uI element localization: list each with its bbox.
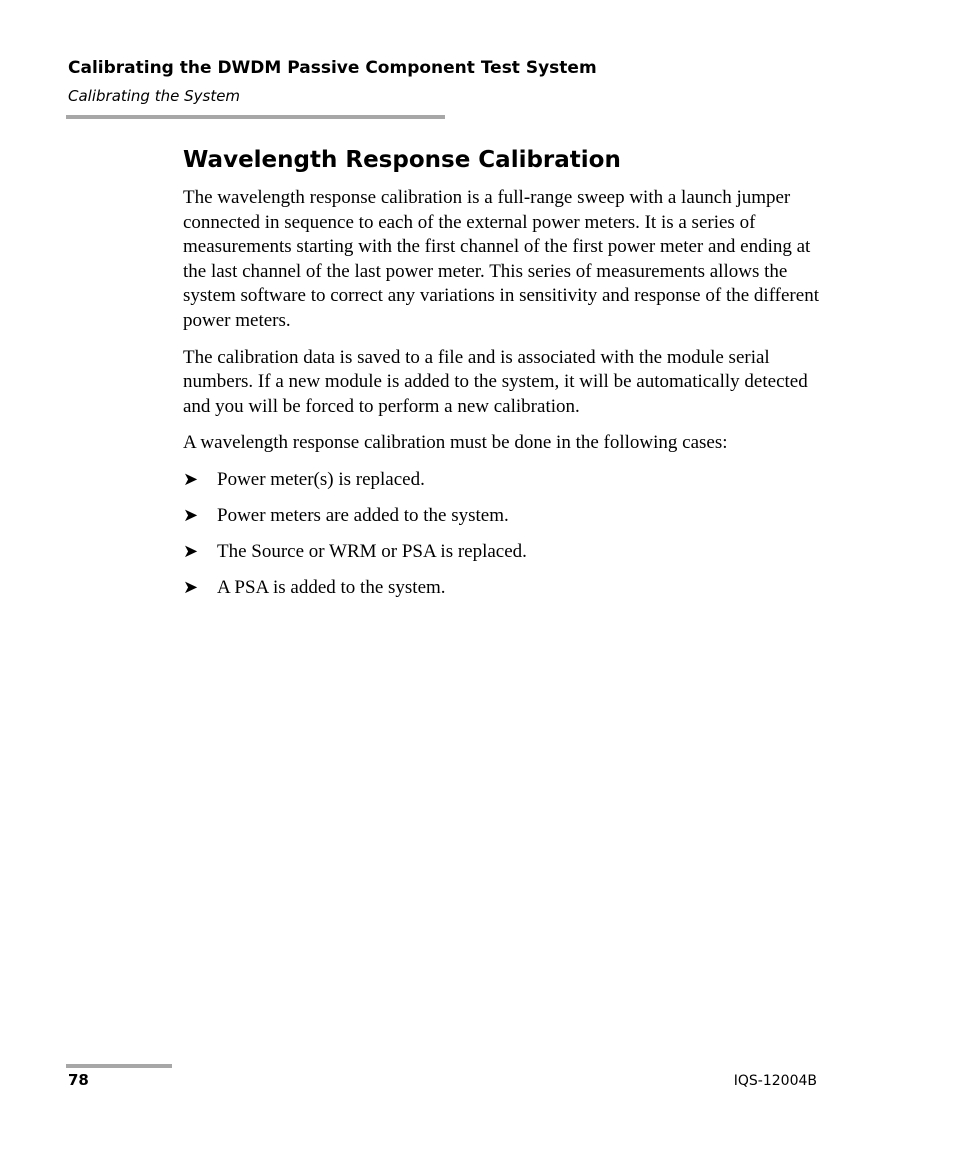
paragraph-intro: The wavelength response calibration is a full-range sweep with a launch jumper connected in sequence to each of the external power meters. It is a series of measurements starting with the first channel of the first power meter and ending at the last channel of the last power meter. This series of measurements allows the system software to correct any variations in sensitivity and response of the different power meters. (183, 187, 819, 331)
section-heading: Wavelength Response Calibration (183, 147, 621, 173)
arrowhead-bullet-icon: ➤ (183, 576, 199, 598)
paragraph-calibration-data: The calibration data is saved to a file and is associated with the module serial numbers. If a new module is added to the system, it will be automatically detected and you will be forced to perform a new calibration. (183, 346, 808, 417)
paragraph-cases-intro: A wavelength response calibration must be done in the following cases: (183, 432, 728, 454)
page-number: 78 (68, 1071, 89, 1089)
list-item (183, 504, 823, 528)
list-item (183, 540, 823, 564)
footer-divider (66, 1064, 172, 1068)
list-item-text: Power meter(s) is replaced. (217, 468, 425, 490)
document-code: IQS-12004B (733, 1073, 817, 1089)
arrowhead-bullet-icon: ➤ (183, 504, 199, 526)
section-subtitle: Calibrating the System (68, 87, 241, 105)
list-item (183, 576, 823, 600)
arrowhead-bullet-icon: ➤ (183, 468, 199, 490)
header-divider (66, 115, 445, 119)
arrowhead-bullet-icon: ➤ (183, 540, 199, 562)
chapter-title: Calibrating the DWDM Passive Component Test System (68, 58, 597, 78)
list-item (183, 468, 823, 492)
cases-list (183, 468, 823, 600)
running-header (68, 57, 768, 106)
main-content (183, 144, 823, 612)
list-item-text: Power meters are added to the system. (217, 504, 509, 526)
list-item-text: A PSA is added to the system. (217, 576, 446, 598)
list-item-text: The Source or WRM or PSA is replaced. (217, 540, 527, 562)
